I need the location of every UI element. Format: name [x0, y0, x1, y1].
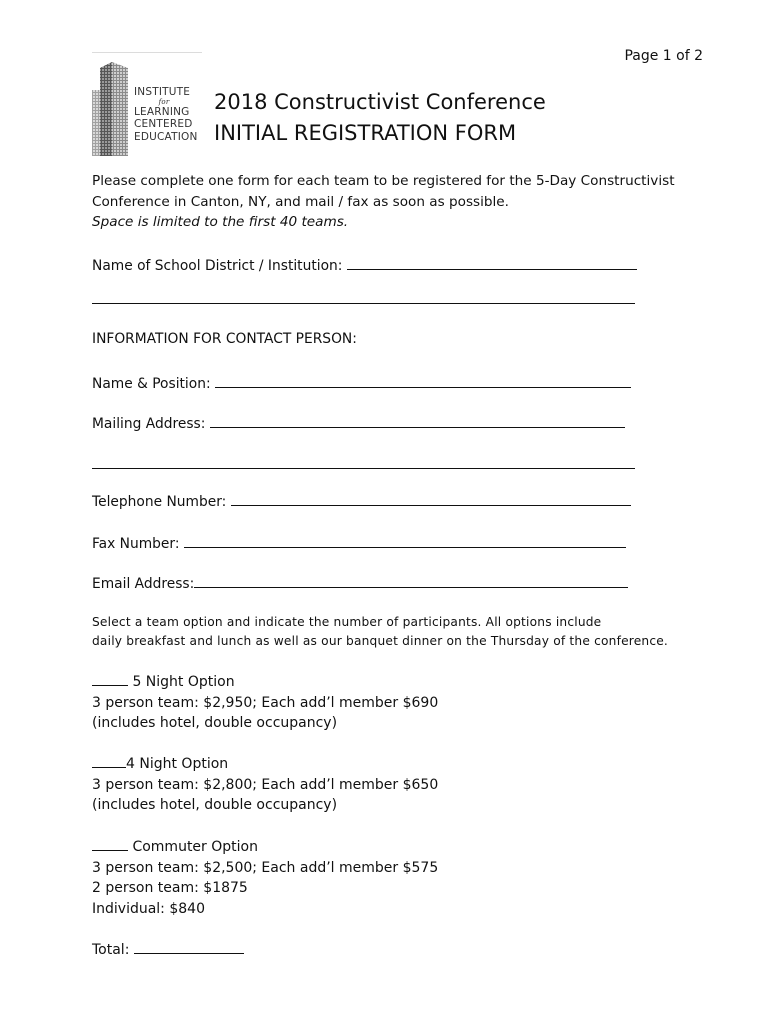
- instructions-line-1: Select a team option and indicate the number of participants. All options include: [92, 615, 602, 629]
- option-commuter-price-3: 3 person team: $2,500; Each add’l member $575: [92, 859, 439, 876]
- instructions-line-2: daily breakfast and lunch as well as our banquet dinner on the Thursday of the conference.: [92, 634, 668, 648]
- building-grid-icon: [90, 60, 134, 160]
- intro-paragraph: [92, 171, 675, 233]
- school-field-row: [92, 255, 637, 274]
- mailing-field-row: [92, 413, 625, 432]
- option-commuter-price-2: 2 person team: $1875: [92, 880, 248, 896]
- option-5-night: [92, 671, 438, 734]
- option-instructions: [92, 613, 668, 651]
- option-commuter-title: Commuter Option: [132, 839, 258, 855]
- contact-heading: INFORMATION FOR CONTACT PERSON:: [92, 331, 357, 347]
- logo-word-centered: CENTERED: [134, 118, 193, 131]
- logo-word-learning: LEARNING: [134, 105, 190, 118]
- name-input-line[interactable]: [215, 373, 631, 388]
- page-number: Page 1 of 2: [624, 48, 703, 64]
- option-4-night: [92, 753, 438, 816]
- header-rule: [92, 52, 202, 53]
- email-input-line[interactable]: [194, 573, 628, 588]
- intro-line-1: Please complete one form for each team to be registered for the 5-Day Constructivist: [92, 173, 675, 189]
- total-input-line[interactable]: [134, 939, 244, 954]
- conference-title: 2018 Constructivist Conference: [214, 90, 546, 114]
- option-commuter-blank[interactable]: [92, 836, 128, 851]
- intro-line-2: Conference in Canton, NY, and mail / fax as soon as possible.: [92, 193, 509, 210]
- email-field-row: [92, 573, 628, 592]
- logo-word-for: for: [158, 97, 170, 106]
- institute-logo: [90, 60, 202, 160]
- option-4-night-price: 3 person team: $2,800; Each add’l member $650: [92, 776, 439, 793]
- school-input-line[interactable]: [347, 255, 637, 270]
- fax-label: Fax Number:: [92, 536, 180, 552]
- email-label: Email Address:: [92, 576, 195, 592]
- form-title: INITIAL REGISTRATION FORM: [214, 121, 517, 145]
- option-commuter-price-1: Individual: $840: [92, 900, 205, 917]
- total-label: Total:: [92, 942, 130, 958]
- option-4-night-blank[interactable]: [92, 753, 126, 768]
- option-commuter: [92, 836, 438, 919]
- option-5-night-price: 3 person team: $2,950; Each add’l member $690: [92, 694, 439, 711]
- telephone-label: Telephone Number:: [92, 494, 227, 510]
- option-5-night-blank[interactable]: [92, 671, 128, 686]
- mailing-label: Mailing Address:: [92, 416, 206, 432]
- intro-line-3: Space is limited to the first 40 teams.: [92, 214, 349, 230]
- mailing-input-line-2[interactable]: [92, 468, 635, 469]
- name-label: Name & Position:: [92, 376, 211, 392]
- fax-input-line[interactable]: [184, 533, 626, 548]
- telephone-field-row: [92, 491, 631, 510]
- total-field-row: [92, 939, 244, 961]
- logo-word-institute: INSTITUTE: [134, 86, 191, 98]
- logo-word-education: EDUCATION: [134, 130, 198, 143]
- mailing-input-line[interactable]: [210, 413, 625, 428]
- option-5-night-title: 5 Night Option: [132, 674, 235, 690]
- telephone-input-line[interactable]: [231, 491, 631, 506]
- name-field-row: [92, 373, 631, 392]
- school-input-line-2[interactable]: [92, 303, 635, 304]
- fax-field-row: [92, 533, 626, 552]
- option-4-night-note: (includes hotel, double occupancy): [92, 797, 338, 813]
- option-5-night-note: (includes hotel, double occupancy): [92, 715, 338, 731]
- school-label: Name of School District / Institution:: [92, 258, 343, 274]
- option-4-night-title: 4 Night Option: [126, 756, 229, 772]
